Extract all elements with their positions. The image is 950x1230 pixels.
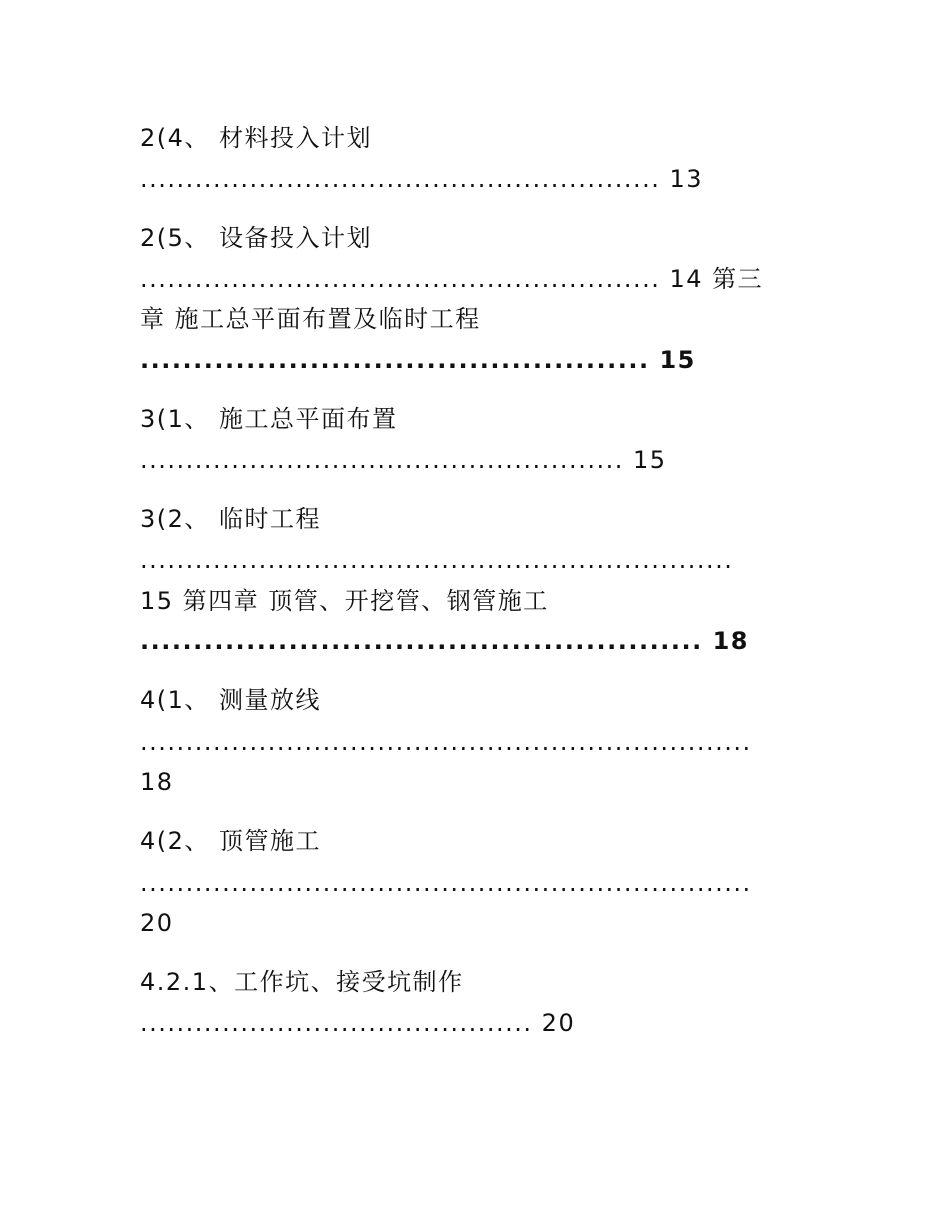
toc-entry-2-5-title: 2(5、 设备投入计划 (140, 224, 373, 252)
toc-chapter-3-title: 章 施工总平面布置及临时工程 (140, 305, 481, 333)
toc-entry-4-1-page: 18 (140, 768, 174, 796)
toc-entry-4-1-title: 4(1、 测量放线 (140, 686, 322, 714)
toc-entry-2-5-leader: ......................................................... 14 第三 (140, 265, 764, 293)
toc-entry-3-1-title: 3(1、 施工总平面布置 (140, 405, 398, 433)
toc-entry-3-2-leader: ................................................................. (140, 546, 734, 574)
toc-entry-3-1-leader: ..................................................... 15 (140, 446, 667, 474)
toc-entry-2-4-leader: ......................................................... 13 (140, 165, 704, 193)
toc-entry-2-4-title: 2(4、 材料投入计划 (140, 124, 373, 152)
toc-entry-4-2-1-title: 4.2.1、工作坑、接受坑制作 (140, 968, 464, 996)
toc-entry-4-2-title: 4(2、 顶管施工 (140, 827, 322, 855)
toc-chapter-4-title: 15 第四章 顶管、开挖管、钢管施工 (140, 587, 549, 615)
toc-entry-4-2-leader: ................................................................... (140, 869, 752, 897)
toc-entry-4-2-page: 20 (140, 909, 174, 937)
toc-chapter-4-leader: ..................................................... 18 (140, 627, 749, 655)
toc-entry-4-1-leader: ................................................................... (140, 728, 752, 756)
toc-chapter-3-leader: ................................................ 15 (140, 346, 696, 374)
toc-entry-4-2-1-leader: ........................................... 20 (140, 1009, 576, 1037)
toc-entry-3-2-title: 3(2、 临时工程 (140, 505, 322, 533)
